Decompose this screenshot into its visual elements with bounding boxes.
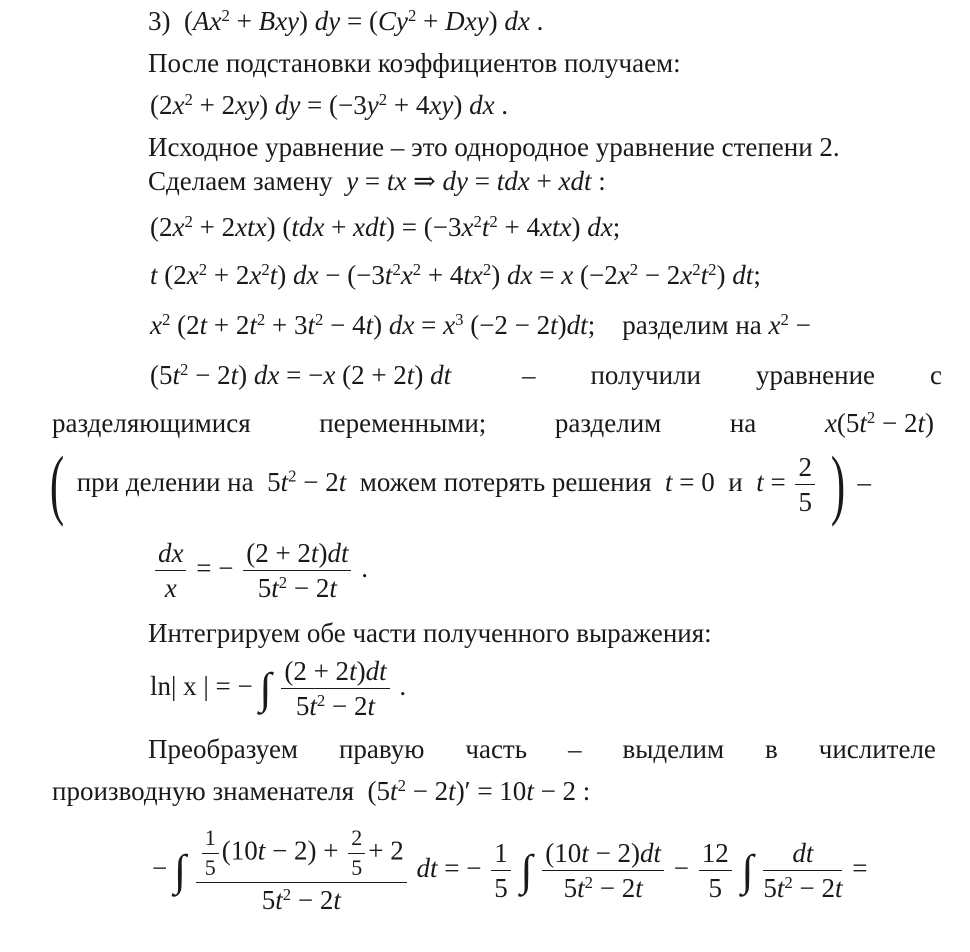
dash: – — [522, 360, 536, 390]
text-line-9-words — [522, 362, 942, 389]
math-expr: $x(5t^2 - 2t)$ — [824, 407, 934, 438]
text-line-2: После подстановки коэффициентов получаем: — [148, 48, 681, 78]
remark-line-11: ( при делении на $5t^2 - 2t$ можем потерять решения t = 0 и t = $\frac{2}{5}$ ) – — [49, 440, 871, 528]
word: на — [729, 408, 757, 438]
equation-text: 3) $(Ax^2 + Bxy)$ dy = $(Cy^2 + Dxy)$ dx . — [148, 5, 544, 36]
word: уравнение — [755, 360, 876, 390]
equation-line-17: − ∫ $\frac{1}{5}$ (10t − 2) + $\frac{2}{5}$ + 2 $5t^2 - 2t$ dt = − $\frac{1}{5}$ ∫ $\frac{(10t - 2)dt}{5t^2 - 2t}$ − $\frac{12}{5}$ ∫ $\frac{dt}{5t^2 - 2t}$ = — [152, 825, 868, 916]
substitution-label: Сделаем замену — [148, 166, 333, 196]
remark-text-c: можем потерять решения — [359, 466, 652, 497]
text-line-15: Преобразуем правую часть – выделим в числителе — [148, 734, 936, 764]
integral-sign: ∫ — [259, 664, 272, 714]
dash: – — [857, 466, 871, 497]
word: разделим — [554, 408, 662, 438]
equation-line-1 — [148, 5, 544, 36]
text-line-10 — [52, 407, 934, 438]
fraction-10t: $\frac{(10t - 2)dt}{5t^2 - 2t}$ — [542, 838, 664, 903]
right-paren: ) — [830, 440, 845, 528]
integral-sign: ∫ — [741, 846, 754, 896]
word: переменными; — [319, 408, 487, 438]
fraction-dx-x: $\frac{dx}{x}$ — [155, 538, 186, 603]
word: с — [930, 360, 942, 390]
word: разделяющимися — [52, 408, 251, 438]
text-line-16: производную знаменателя $(5t^2 - 2t)' = 10t - 2$ : — [52, 775, 591, 806]
fraction-rhs: $\frac{(2 + 2t)dt}{5t^2 - 2t}$ — [243, 538, 351, 603]
text-line-5: Сделаем замену y = tx ⇒ dy = tdx + xdt : — [148, 166, 606, 196]
integral-sign: ∫ — [520, 846, 533, 896]
word: получили — [590, 360, 701, 390]
fraction-12-5: $\frac{12}{5}$ — [699, 838, 732, 903]
fraction-dt: $\frac{dt}{5t^2 - 2t}$ — [763, 838, 843, 904]
equation-line-6: $(2x^2 + 2xtx) (tdx + xdt) = (-3x^2t^2 + 4xtx)$ dx; — [150, 211, 621, 242]
fraction-two-fifths: $\frac{2}{5}$ — [795, 452, 815, 517]
equation-line-3: $(2x^2 + 2xy)$ dy = $(-3y^2 + 4xy)$ dx . — [150, 89, 509, 120]
equation-line-8: $x^2$ $(2t + 2t^2 + 3t^2 - 4t)$ dx = $x^3$ (−2 − 2t)dt; разделим на $x^2$ − — [150, 309, 811, 340]
remark-text-e: и — [728, 466, 743, 497]
fraction-one-fifth: $\frac{1}{5}$ — [491, 838, 511, 903]
equation-line-9: $(5t^2 - 2t)$ dx = −x (2 + 2t) dt — [150, 359, 452, 390]
equation-line-14: ln| x | = − ∫ $\frac{(2 + 2t)dt}{5t^2 - 2t}$ . — [150, 656, 407, 722]
integral-sign: ∫ — [173, 846, 187, 896]
fraction-big: $\frac{1}{5}$ (10t − 2) + $\frac{2}{5}$ + 2 $5t^2 - 2t$ — [196, 826, 407, 915]
fraction-integrand: $\frac{(2 + 2t)dt}{5t^2 - 2t}$ — [281, 656, 389, 721]
left-paren: ( — [49, 440, 65, 528]
equation-line-12: $\frac{dx}{x}$ = − $\frac{(2 + 2t)dt}{5t^2 - 2t}$ . — [152, 538, 368, 603]
text-line-13: Интегрируем обе части полученного выражения: — [148, 618, 712, 648]
remark-text-a: при делении на — [76, 466, 254, 497]
text-line-4: Исходное уравнение – это однородное уравнение степени 2. — [148, 132, 840, 162]
equation-line-7: t $(2x^2 + 2x^2t)$ dx − $(-3t^2x^2 + 4tx^2)$ dx = x $(-2x^2 - 2x^2t^2)$ dt; — [150, 259, 761, 290]
